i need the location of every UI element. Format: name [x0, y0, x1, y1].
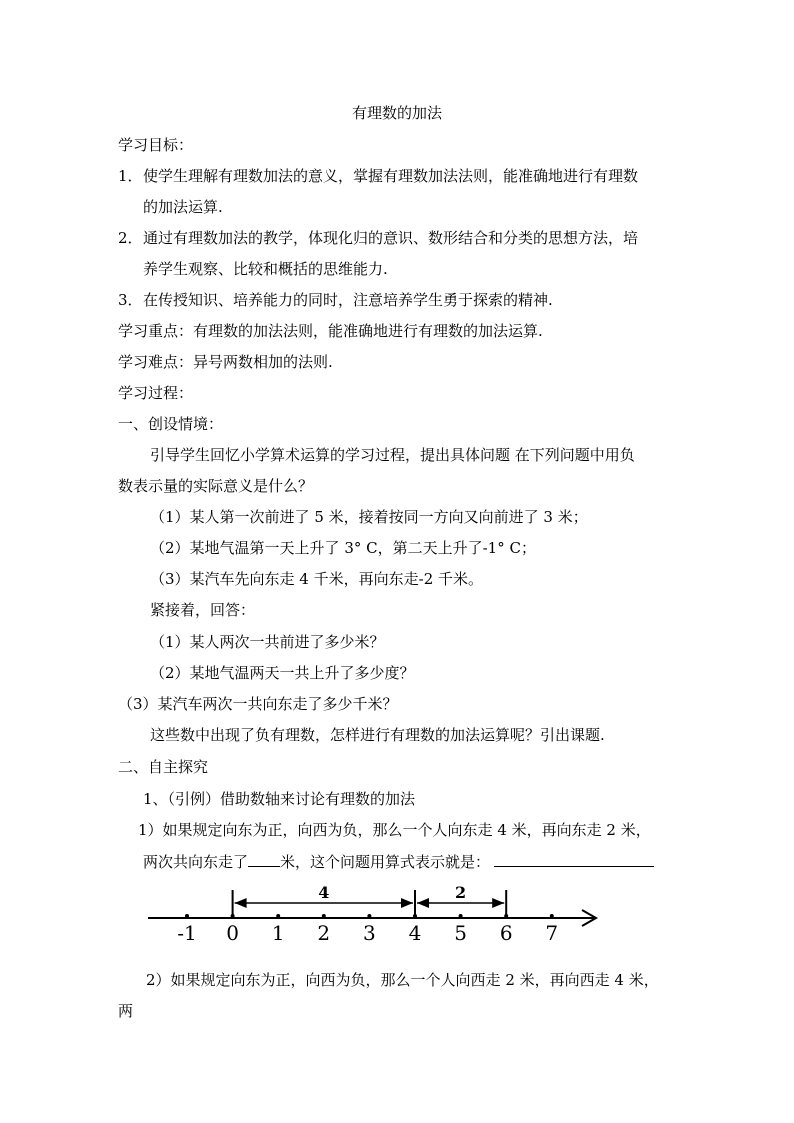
follow-up: 紧接着，回答： — [150, 601, 256, 619]
segment-1-arrow-right — [401, 898, 413, 908]
answer-question-2: （2）某地气温两天一共上升了多少度？ — [150, 664, 415, 682]
tick-mark-5 — [459, 914, 463, 918]
section-1-intro-line-1: 引导学生回忆小学算术运算的学习过程，提出具体问题 在下列问题中用负 — [150, 446, 635, 464]
tick-label-4: 4 — [408, 921, 422, 945]
question-1: （1）某人第一次前进了 5 米，接着按同一方向又向前进了 3 米； — [150, 508, 588, 526]
tick-label-1: 1 — [271, 921, 285, 945]
segment-2-arrow-left — [417, 898, 429, 908]
tick-mark-2 — [322, 914, 326, 918]
tick-label--1: -1 — [177, 921, 197, 945]
page-title: 有理数的加法 — [351, 104, 442, 122]
tick-mark-7 — [550, 914, 554, 918]
number-line-diagram — [140, 880, 610, 950]
section-1-intro-line-2: 数表示量的实际意义是什么？ — [118, 477, 314, 495]
segment-2-arrow-right — [492, 898, 504, 908]
problem-2-line-1: 2）如果规定向东为正，向西为负，那么一个人向西走 2 米，再向西走 4 米， — [146, 971, 659, 989]
answer-question-3: （3）某汽车两次一共向东走了多少千米？ — [118, 695, 398, 713]
problem-2-line-2: 两 — [118, 1002, 134, 1020]
tick-mark-1 — [276, 914, 280, 918]
example-intro: 1、（引例）借助数轴来讨论有理数的加法 — [143, 790, 416, 808]
objectives-heading: 学习目标： — [118, 136, 194, 154]
answer-question-1: （1）某人两次一共前进了多少米？ — [150, 633, 385, 651]
question-3: （3）某汽车先向东走 4 千米，再向东走-2 千米。 — [150, 570, 484, 588]
tick-mark--1 — [185, 914, 189, 918]
objective-2-number: 2． — [118, 229, 143, 247]
key-point: 学习重点：有理数的加法法则，能准确地进行有理数的加法运算. — [118, 322, 543, 340]
segment-1-label: 4 — [318, 883, 330, 902]
tick-label-7: 7 — [545, 921, 559, 945]
tick-label-3: 3 — [363, 921, 376, 945]
problem-1-line-1: 1）如果规定向东为正，向西为负，那么一个人向东走 4 米，再向东走 2 米， — [138, 821, 651, 839]
segment-2-label: 2 — [455, 883, 467, 902]
process-heading: 学习过程： — [118, 384, 194, 402]
problem-1-text-b: 米，这个问题用算式表示就是： — [280, 853, 491, 871]
objective-2-line-2: 养学生观察、比较和概括的思维能力. — [143, 260, 388, 278]
tick-label-6: 6 — [499, 921, 513, 945]
tick-mark-3 — [367, 914, 371, 918]
objective-2-line-1: 通过有理数加法的教学，体现化归的意识、数形结合和分类的思想方法，培 — [143, 229, 639, 247]
problem-1-line-2 — [143, 851, 654, 872]
objective-1-line-2: 的加法运算. — [143, 198, 223, 216]
section-2-heading: 二、自主探究 — [118, 758, 209, 776]
tick-label-2: 2 — [317, 921, 331, 945]
question-2: （2）某地气温第一天上升了 3° C，第二天上升了-1° C； — [150, 539, 536, 557]
objective-1-number: 1． — [118, 167, 143, 185]
segment-1-arrow-left — [235, 898, 247, 908]
tick-label-0: 0 — [226, 921, 239, 945]
problem-1-text-a: 两次共向东走了 — [143, 853, 249, 871]
difficulty: 学习难点：异号两数相加的法则. — [118, 353, 333, 371]
lead-in: 这些数中出现了负有理数，怎样进行有理数的加法运算呢？引出课题. — [150, 726, 605, 744]
tick-label-5: 5 — [454, 921, 467, 945]
objective-3-number: 3． — [118, 291, 143, 309]
objective-3-line-1: 在传授知识、培养能力的同时，注意培养学生勇于探索的精神. — [143, 291, 553, 309]
section-1-heading: 一、创设情境： — [118, 415, 224, 433]
answer-blank-expression[interactable] — [494, 851, 654, 867]
answer-blank-distance[interactable] — [248, 851, 280, 867]
objective-1-line-1: 使学生理解有理数加法的意义，掌握有理数加法法则，能准确地进行有理数 — [143, 167, 639, 185]
